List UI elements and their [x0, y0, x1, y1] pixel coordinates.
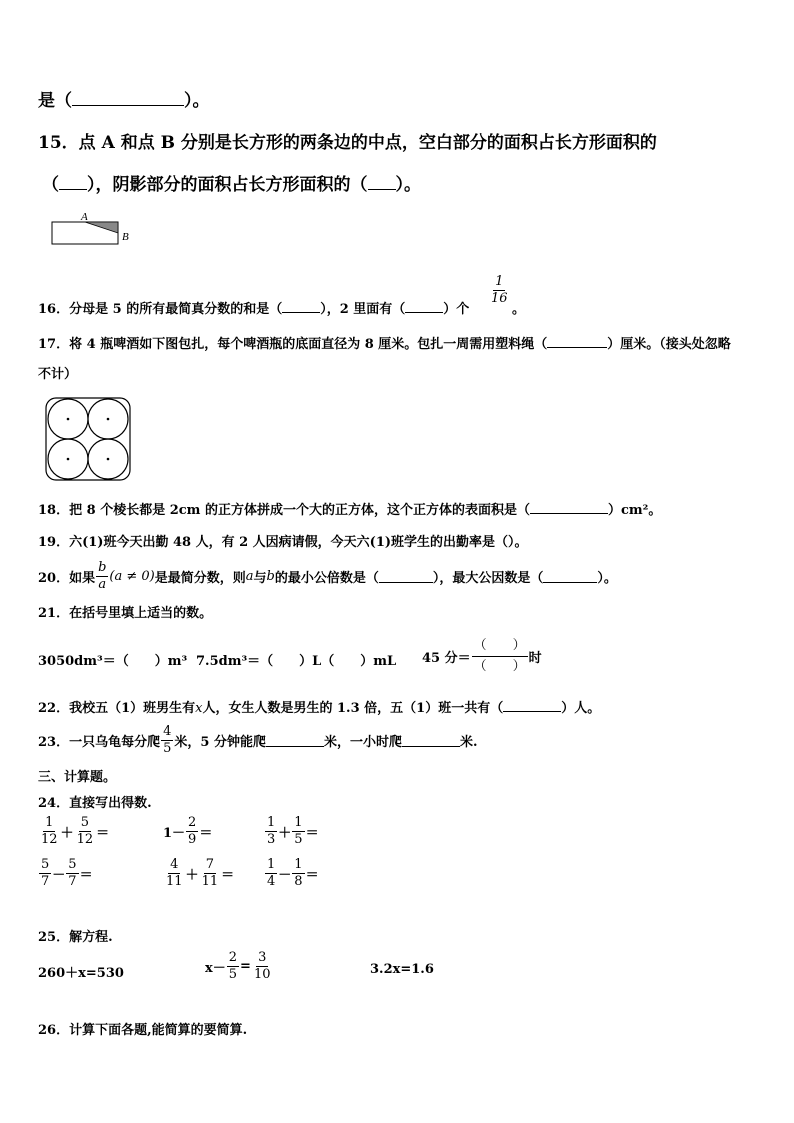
question-21-part2: 7.5dm³＝（ ）L（ ）mL: [196, 654, 397, 669]
four-bottles-diagram: [44, 396, 134, 482]
question-21-part3: 45 分＝ $\frac{( )}{( )}$ 时: [422, 638, 542, 674]
question-24-title: 24．直接写出得数.: [38, 796, 152, 811]
answer-blank: [266, 734, 324, 747]
answer-blank: [547, 335, 607, 348]
question-18: 18．把 8 个棱长都是 2cm 的正方体拼成一个大的正方体，这个正方体的表面积是（ ）cm²。: [38, 503, 662, 518]
q24-item-2: 1－ $\frac{2}{9}$ ＝: [163, 815, 213, 847]
question-25-title: 25．解方程.: [38, 930, 113, 945]
answer-blank: [379, 570, 433, 583]
q16-end: 。: [512, 302, 526, 317]
question-26-title: 26．计算下面各题,能简算的要简算.: [38, 1023, 248, 1038]
q24-item-3: $\frac{1}{3}$ ＋ $\frac{1}{5}$ ＝: [267, 815, 319, 847]
question-19: 19．六(1)班今天出勤 48 人，有 2 人因病请假，今天六(1)班学生的出勤率是（）。: [38, 535, 528, 550]
q24-item-1: $\frac{1}{12}$ ＋ $\frac{5}{12}$ ＝: [41, 815, 110, 847]
question-20: 20．如果 $\frac{b}{a}$ (a ≠ 0) 是最简分数，则 a 与 b 的最小公倍数是（ ），最大公因数是（ ）。: [38, 560, 617, 592]
fraction-1-16: $\frac{1}{16}$: [491, 274, 508, 306]
answer-blank: [59, 177, 87, 190]
answer-blank: [72, 93, 184, 106]
answer-blank: [402, 734, 460, 747]
q24-item-6: $\frac{1}{4}$ － $\frac{1}{8}$ ＝: [267, 857, 319, 889]
q24-item-5: $\frac{4}{11}$ ＋ $\frac{7}{11}$ ＝: [166, 857, 235, 889]
equation-2: x－ $\frac{2}{5}$ = $\frac{3}{10}$: [205, 950, 271, 982]
q14-tail: 是（ ）。: [38, 91, 210, 111]
rectangle-diagram: [48, 208, 148, 250]
section-heading: 三、计算题。: [38, 770, 117, 785]
answer-blank: [530, 501, 608, 514]
q24-item-4: $\frac{5}{7}$ － $\frac{5}{7}$ ＝: [41, 857, 93, 889]
answer-blank: [405, 300, 443, 313]
point-b-label: B: [122, 231, 129, 243]
question-22: 22．我校五（1）班男生有x人，女生人数是男生的 1.3 倍，五（1）班一共有（ ）人。: [38, 701, 601, 716]
question-17-line2: 不计）: [38, 367, 78, 382]
question-16: 16．分母是 5 的所有最简真分数的和是（ ），2 里面有（ ）个: [38, 302, 470, 317]
point-a-label: A: [81, 211, 88, 223]
answer-blank: [368, 177, 396, 190]
question-15-line1: 15．点 A 和点 B 分别是长方形的两条边的中点，空白部分的面积占长方形面积的: [38, 133, 657, 153]
question-21-part1: 3050dm³＝（ ）m³: [38, 654, 188, 669]
question-21-title: 21．在括号里填上适当的数。: [38, 606, 213, 621]
equation-1: 260＋x=530: [38, 966, 124, 981]
question-17-line1: 17．将 4 瓶啤酒如下图包扎，每个啤酒瓶的底面直径为 8 厘米。包扎一周需用塑料绳（ ）厘米。（接头处忽略: [38, 337, 731, 352]
answer-blank: [503, 699, 561, 712]
answer-blank: [543, 570, 597, 583]
equation-3: 3.2x=1.6: [370, 962, 434, 977]
answer-blank: [282, 300, 320, 313]
fraction-b-over-a: $\frac{b}{a}$: [98, 560, 107, 592]
question-15-line2: （ ），阴影部分的面积占长方形面积的（ ）。: [42, 175, 421, 195]
question-23: 23．一只乌龟每分爬 $\frac{4}{5}$ 米，5 分钟能爬 米，一小时爬 米.: [38, 724, 478, 756]
